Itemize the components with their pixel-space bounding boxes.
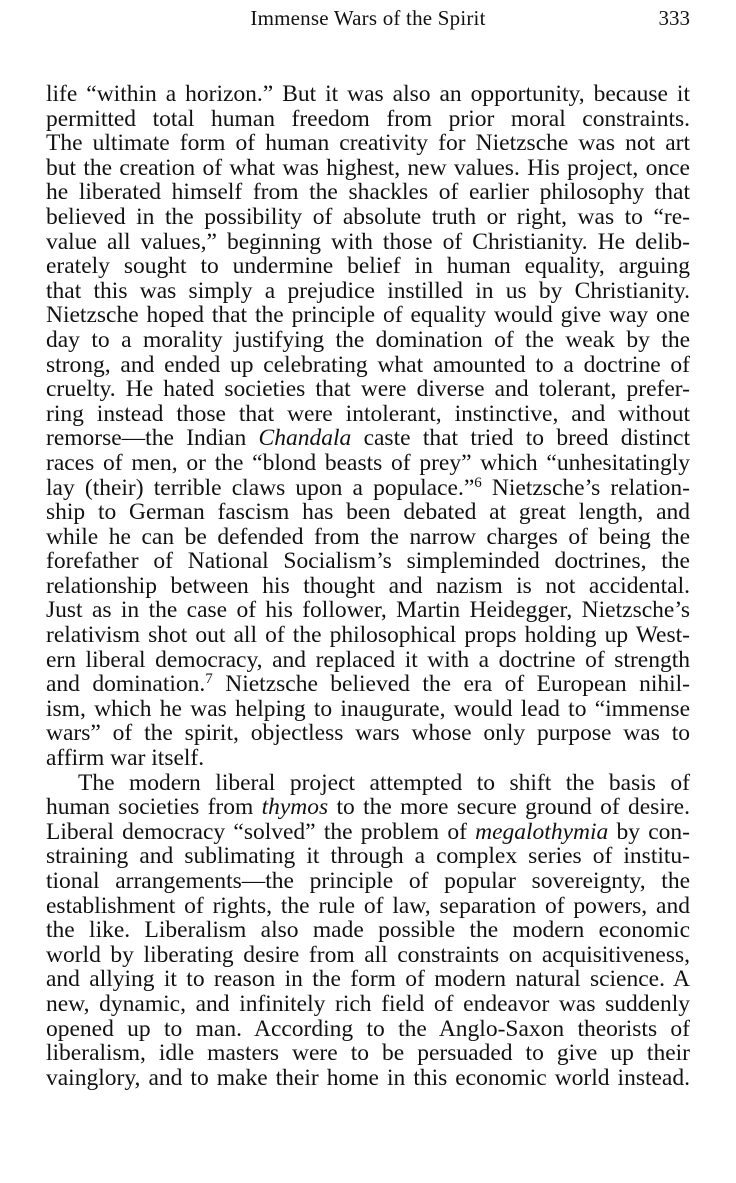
text-line [46, 598, 690, 623]
text-segment: Just as in the case of his follower, Martin Heidegger, Nietzsche’s [46, 597, 690, 624]
text-segment: establishment of rights, the rule of law, separation of powers, and [46, 892, 690, 919]
footnote-ref: 7 [205, 671, 213, 687]
text-segment: opened up to man. According to the Anglo-Saxon theorists of [46, 1015, 690, 1042]
text-segment: liberalism, idle masters were to be persuaded to give up their [46, 1040, 690, 1067]
text-line [46, 377, 690, 402]
text-segment: he liberated himself from the shackles of earlier philosophy that [46, 179, 690, 206]
text-segment: but the creation of what was highest, new values. His project, once [46, 154, 690, 181]
text-line [46, 500, 690, 525]
text-line [46, 943, 690, 968]
text-line [46, 279, 690, 304]
text-line [46, 107, 690, 132]
text-segment: Nietzsche’s relation- [481, 474, 690, 501]
text-line [46, 820, 690, 845]
text-segment: lay (their) terrible claws upon a populace.” [46, 474, 475, 501]
text-segment: The ultimate form of human creativity for Nietzsche was not art [46, 130, 690, 157]
text-segment: affirm war itself. [46, 745, 205, 772]
running-head: Immense Wars of the Spirit [250, 6, 486, 30]
text-segment: relationship between his thought and nazism is not accidental. [46, 572, 690, 599]
text-segment: The modern liberal project attempted to shift the basis of [78, 769, 690, 796]
text-line [46, 844, 690, 869]
text-segment: life “within a horizon.” But it was also an opportunity, because it [46, 81, 690, 107]
text-line [46, 574, 690, 599]
body-text [46, 82, 690, 1090]
text-segment: Nietzsche believed the era of European nihil- [212, 671, 691, 698]
text-line [46, 648, 690, 673]
text-line [46, 525, 690, 550]
text-line [46, 82, 690, 107]
text-line [46, 230, 690, 255]
text-line [46, 254, 690, 279]
text-line [46, 353, 690, 378]
text-segment: straining and sublimating it through a complex series of institu- [46, 843, 690, 870]
text-line [46, 672, 690, 697]
text-line [46, 894, 690, 919]
text-segment: ship to German fascism has been debated at great length, and [46, 499, 690, 526]
text-line [46, 180, 690, 205]
text-segment: vainglory, and to make their home in this economic world instead. [46, 1064, 690, 1091]
text-line [46, 967, 690, 992]
italic-term: megalothymia [475, 818, 609, 845]
text-segment: tional arrangements—the principle of popular sovereignty, the [46, 868, 690, 894]
text-line [46, 476, 690, 501]
text-segment: and allying it to reason in the form of modern natural science. A [46, 966, 690, 993]
text-segment: the like. Liberalism also made possible the modern economic [46, 917, 690, 944]
text-segment: forefather of National Socialism’s simpleminded doctrines, the [46, 548, 690, 575]
text-line [46, 303, 690, 328]
text-line [46, 205, 690, 230]
text-segment: remorse—the Indian [46, 425, 259, 452]
footnote-ref: 6 [474, 474, 482, 491]
italic-term: Chandala [258, 425, 352, 452]
text-line [46, 451, 690, 476]
text-segment: while he can be defended from the narrow charges of being the [46, 523, 690, 550]
text-segment: permitted total human freedom from prior moral constraints. [46, 105, 690, 132]
text-line [46, 697, 690, 722]
text-line [46, 795, 690, 820]
text-segment: strong, and ended up celebrating what amounted to a doctrine of [46, 351, 690, 378]
page-header [46, 6, 690, 36]
text-segment: ism, which he was helping to inaugurate, would lead to “immense [46, 695, 690, 722]
text-line [46, 328, 690, 353]
text-segment: to the more secure ground of desire. [328, 794, 690, 821]
text-segment: and domination. [46, 671, 206, 698]
text-line [46, 992, 690, 1017]
text-line [46, 402, 690, 427]
text-segment: Nietzsche hoped that the principle of equality would give way one [46, 302, 690, 329]
text-line [46, 1041, 690, 1066]
text-segment: by con- [608, 818, 690, 845]
text-line [46, 918, 690, 943]
text-segment: world by liberating desire from all constraints on acquisitiveness, [46, 941, 690, 968]
text-segment: human societies from [46, 794, 262, 821]
text-segment: believed in the possibility of absolute truth or right, was to “re- [46, 203, 690, 230]
text-line [46, 549, 690, 574]
text-segment: day to a morality justifying the domination of the weak by the [46, 326, 690, 353]
text-line [46, 623, 690, 648]
text-line [46, 1066, 690, 1091]
text-line [46, 771, 690, 796]
text-line [46, 721, 690, 746]
text-line [46, 1017, 690, 1042]
text-segment: that this was simply a prejudice instilled in us by Christianity. [46, 277, 690, 304]
text-segment: value all values,” beginning with those of Christianity. He delib- [46, 228, 690, 255]
text-segment: erately sought to undermine belief in human equality, arguing [46, 253, 690, 280]
text-line [46, 869, 690, 894]
italic-term: thymos [261, 794, 329, 821]
text-line [46, 156, 690, 181]
page-number: 333 [658, 6, 690, 30]
text-line [46, 426, 690, 451]
text-segment: new, dynamic, and infinitely rich field of endeavor was suddenly [46, 990, 690, 1017]
text-segment: relativism shot out all of the philosophical props holding up West- [46, 622, 690, 649]
text-segment: Liberal democracy “solved” the problem of [46, 818, 476, 845]
text-segment: cruelty. He hated societies that were diverse and tolerant, prefer- [46, 376, 690, 403]
text-segment: ern liberal democracy, and replaced it with a doctrine of strength [46, 646, 690, 673]
text-segment: ring instead those that were intolerant, instinctive, and without [46, 400, 690, 427]
text-segment: caste that tried to breed distinct [351, 425, 690, 452]
text-line [46, 746, 690, 771]
text-segment: wars” of the spirit, objectless wars whose only purpose was to [46, 720, 690, 747]
text-segment: races of men, or the “blond beasts of prey” which “unhesitatingly [46, 449, 690, 476]
text-line [46, 131, 690, 156]
